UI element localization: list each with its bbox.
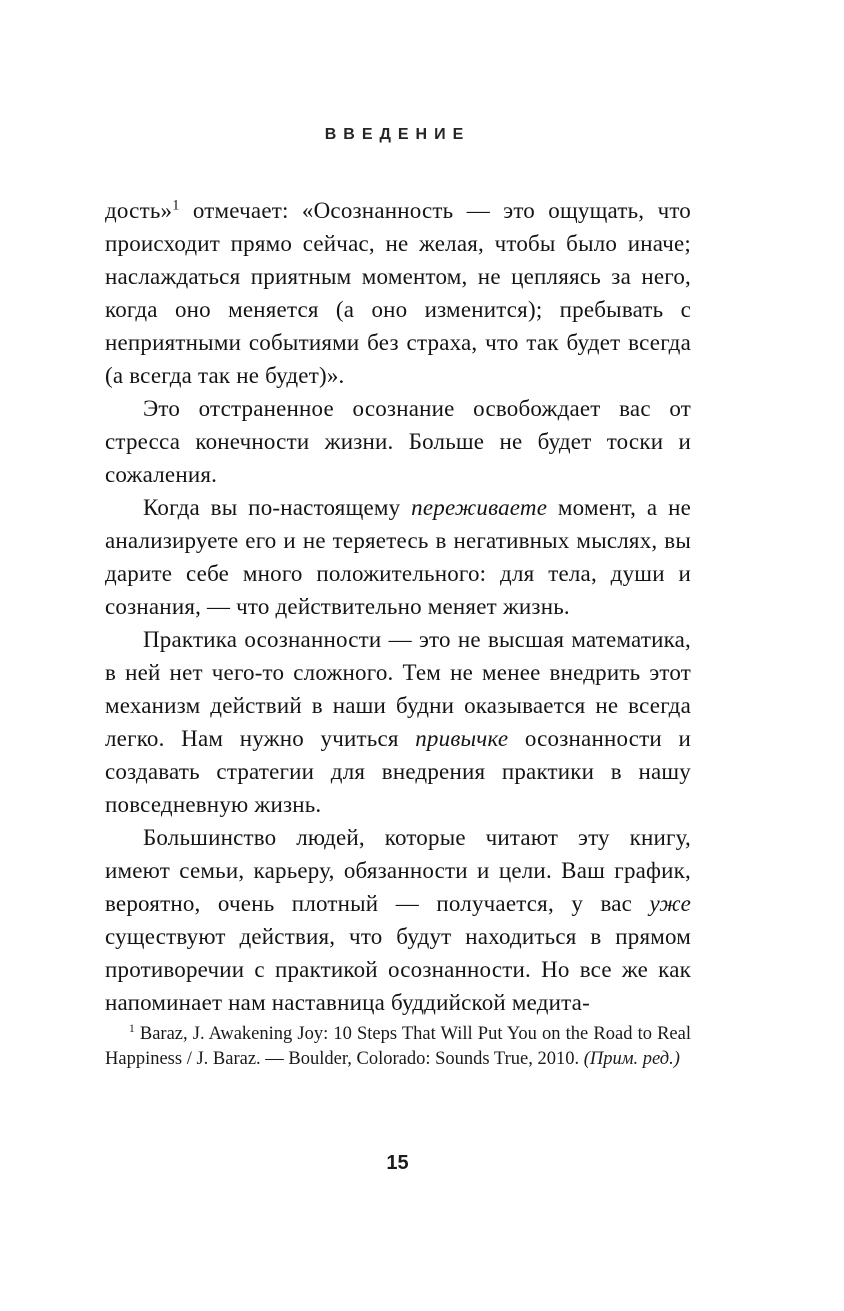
paragraph xyxy=(105,194,691,392)
paragraph xyxy=(105,623,691,821)
emphasis-text: переживаете xyxy=(411,495,548,520)
paragraph xyxy=(105,392,691,491)
body-text xyxy=(105,194,691,1019)
paragraph xyxy=(105,821,691,1019)
footnote-marker: 1 xyxy=(129,1022,135,1035)
text-run: дость» xyxy=(105,198,173,223)
emphasis-text: привычке xyxy=(415,726,509,751)
text-run: момент, а не анализируете его и не теряетесь в негативных мыслях, вы дарите себе много положительного: для тела, души и сознания, — что действительно меняет жизнь. xyxy=(105,495,691,619)
text-run: отмечает: «Осознанность — это ощущать, что происходит прямо сейчас, не желая, чтобы было иначе; наслаждаться приятным моментом, не цепляясь за него, когда оно меняется (а оно изменится); пребывать с неприятными событиями без страха, что так будет всегда (а всегда так не будет)». xyxy=(105,198,691,388)
text-run: Большинство людей, которые читают эту книгу, имеют семьи, карьеру, обязанности и цели. Ваш график, вероятно, очень плотный — получается, у вас xyxy=(105,825,691,916)
emphasis-text: уже xyxy=(649,891,691,916)
text-run: Это отстраненное осознание освобождает вас от стресса конечности жизни. Больше не будет тоски и сожаления. xyxy=(105,396,691,487)
footnote-marker: 1 xyxy=(172,197,180,214)
footnote xyxy=(105,1022,691,1072)
chapter-header: ВВЕДЕНИЕ xyxy=(324,126,471,143)
text-run: Когда вы по-настоящему xyxy=(143,495,412,520)
paragraph xyxy=(105,491,691,623)
page-number: 15 xyxy=(386,1152,409,1174)
text-run: Baraz, J. Awakening Joy: 10 Steps That Will Put You on the Road to Real Happiness / J. Baraz. — Boulder, Colorado: Sounds True, 2010. xyxy=(105,1024,691,1069)
emphasis-text: (Прим. ред.) xyxy=(583,1049,680,1069)
text-run: существуют действия, что будут находиться в прямом противоречии с практикой осознанности. Но все же как напоминает нам наставница буддийской медита- xyxy=(105,924,691,1015)
text-run: Практика осознанности — это не высшая математика, в ней нет чего-то сложного. Тем не менее внедрить этот механизм действий в наши будни оказывается не всегда легко. Нам нужно учиться xyxy=(105,627,691,751)
text-run: осознанности и создавать стратегии для внедрения практики в нашу повседневную жизнь. xyxy=(105,726,691,817)
